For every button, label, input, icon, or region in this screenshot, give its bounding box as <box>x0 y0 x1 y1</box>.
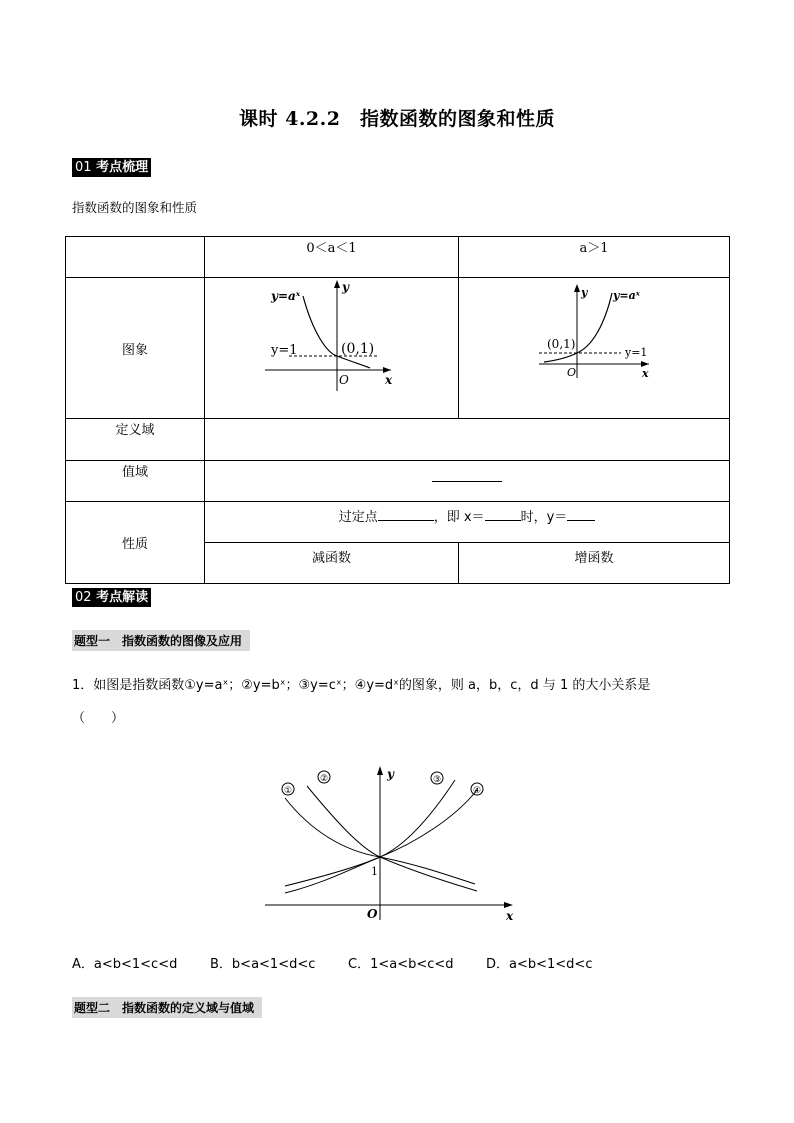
increasing-cell: 增函数 <box>459 543 730 584</box>
fixed-point-prefix: 过定点 <box>338 510 378 525</box>
curve-2 <box>307 786 477 891</box>
curve-label-2: ② <box>319 774 329 784</box>
question-1-text: 1．如图是指数函数①y=aˣ；②y=bˣ；③y=cˣ；④y=dˣ的图象，则 a，b，c，d 与 1 的大小关系是 <box>72 678 651 693</box>
x-label: x <box>642 367 649 380</box>
answer-options <box>72 953 732 972</box>
properties-table <box>65 236 730 584</box>
x-arrow-icon <box>504 902 513 908</box>
decreasing-cell: 减函数 <box>205 543 459 584</box>
graph-right <box>459 278 730 414</box>
one-label: 1 <box>371 865 378 878</box>
row-label-property: 性质 <box>66 502 205 584</box>
answer-paren: （ ） <box>72 711 125 726</box>
graph-left <box>205 278 459 414</box>
y-arrow-icon <box>334 280 340 288</box>
domain-cell <box>205 419 730 461</box>
y-label: y <box>387 767 394 781</box>
question-1-figure <box>255 758 525 928</box>
range-cell <box>205 461 730 502</box>
question-type-1: 题型一 指数函数的图像及应用 <box>72 630 250 651</box>
x-label: x <box>506 909 514 923</box>
table-corner <box>66 237 205 278</box>
curve-increasing <box>544 293 612 362</box>
range-blank <box>432 467 502 482</box>
fixed-point-mid2: 时，y＝ <box>520 510 568 525</box>
x-label: x <box>385 373 393 387</box>
origin-label: O <box>567 366 577 379</box>
header-left: 0＜a＜1 <box>205 237 459 278</box>
row-label-domain: 定义域 <box>66 419 205 461</box>
point-label: (0,1) <box>341 341 375 357</box>
question-type-2: 题型二 指数函数的定义域与值域 <box>72 997 262 1018</box>
line-label: y=1 <box>625 346 648 359</box>
y-arrow-icon <box>377 766 383 775</box>
curve-4 <box>285 790 477 893</box>
point-label: (0,1) <box>547 337 576 351</box>
y-label: y <box>581 286 588 299</box>
option-b[interactable]: B．b<a<1<d<c <box>210 957 316 972</box>
fixed-point-cell <box>205 502 730 543</box>
header-right: a＞1 <box>459 237 730 278</box>
section-label: 考点解读 <box>96 590 149 605</box>
curve-label-4: ④ <box>472 786 482 796</box>
curve-label-3: ③ <box>432 775 442 785</box>
graph-right-cell <box>459 278 730 419</box>
section-number: 01 <box>75 160 92 175</box>
curve-label: y=aˣ <box>271 289 301 303</box>
option-c[interactable]: C．1<a<b<c<d <box>348 957 454 972</box>
page-title: 课时 4.2.2 指数函数的图象和性质 <box>238 108 555 130</box>
section-number: 02 <box>75 590 92 605</box>
point-blank <box>378 508 434 521</box>
y-label: y <box>342 280 349 294</box>
option-d[interactable]: D．a<b<1<d<c <box>486 957 593 972</box>
row-label-image: 图象 <box>66 278 205 419</box>
section-badge-2 <box>72 588 151 607</box>
y-arrow-icon <box>574 284 580 292</box>
origin-label: O <box>339 373 349 387</box>
subtitle: 指数函数的图象和性质 <box>72 200 198 215</box>
curve-label-1: ① <box>283 786 293 796</box>
option-a[interactable]: A．a<b<1<c<d <box>72 957 178 972</box>
line-label: y=1 <box>271 343 298 358</box>
section-label: 考点梳理 <box>96 160 149 175</box>
fixed-point-mid: ，即 x＝ <box>433 510 485 525</box>
section-badge-1 <box>72 158 151 177</box>
curve-label: y=aˣ <box>613 289 640 302</box>
graph-left-cell <box>205 278 459 419</box>
y-blank <box>567 508 595 521</box>
origin-label: O <box>367 907 378 921</box>
row-label-range: 值域 <box>66 461 205 502</box>
curve-3 <box>285 780 455 886</box>
x-blank <box>485 508 521 521</box>
